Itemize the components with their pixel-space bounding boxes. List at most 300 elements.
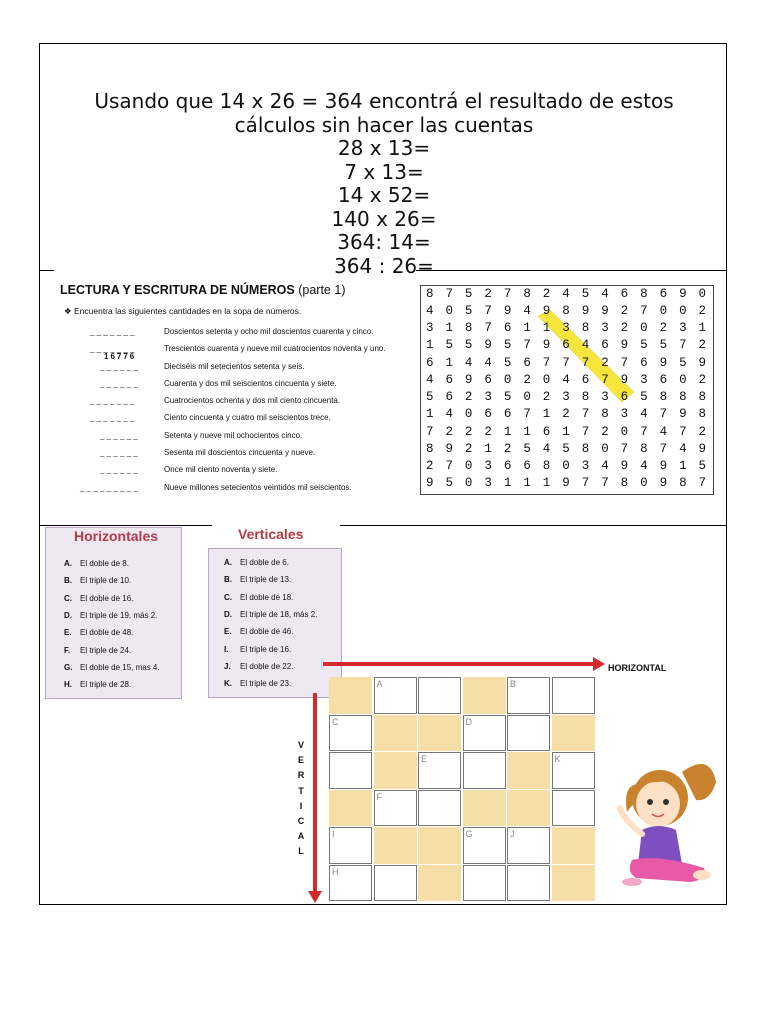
grid-digit[interactable]: 6	[425, 355, 434, 370]
grid-digit[interactable]: 6	[445, 372, 453, 387]
lectura-item-text: Nueve millones setecientos veintidós mil seiscientos.	[164, 482, 352, 492]
grid-digit[interactable]: 7	[425, 424, 434, 439]
grid-digit[interactable]: 9	[620, 338, 629, 353]
grid-digit[interactable]: 8	[581, 390, 590, 405]
grid-digit[interactable]: 5	[640, 338, 648, 353]
grid-digit[interactable]: 2	[601, 355, 609, 370]
vertical-label-letter: E	[297, 755, 304, 766]
grid-digit[interactable]: 5	[503, 355, 512, 370]
lectura-item	[60, 376, 410, 393]
calc-1: 28 x 13=	[337, 136, 431, 160]
clue-item	[64, 628, 133, 637]
clue-item	[224, 593, 293, 602]
clue-key: F.	[64, 645, 71, 655]
grid-digit[interactable]: 0	[679, 303, 687, 318]
answer-blank[interactable]: _ _ _ _ _ _	[100, 378, 138, 388]
grid-digit[interactable]: 1	[523, 476, 531, 491]
grid-digit[interactable]: 0	[464, 407, 473, 422]
lectura-item	[60, 462, 410, 479]
crossword-cell[interactable]	[329, 752, 372, 789]
grid-digit[interactable]: 8	[581, 321, 590, 336]
answer-blank[interactable]: _ _ _ _ _ _ _	[90, 327, 135, 336]
grid-digit[interactable]: 1	[445, 321, 453, 336]
grid-digit[interactable]: 8	[601, 407, 609, 422]
grid-digit[interactable]: 7	[445, 286, 453, 301]
grid-digit[interactable]: 2	[445, 424, 453, 439]
grid-digit[interactable]: 0	[562, 459, 570, 474]
grid-digit[interactable]: 6	[445, 390, 453, 405]
crossword-cell-letter: G	[465, 829, 473, 839]
grid-digit[interactable]: 4	[445, 407, 453, 422]
grid-digit[interactable]: 8	[698, 390, 707, 405]
crossword-block	[507, 752, 550, 789]
crossword-cell[interactable]	[329, 865, 372, 902]
grid-digit[interactable]: 0	[464, 476, 473, 491]
crossword-cell-letter: A	[376, 679, 383, 689]
grid-digit[interactable]: 1	[542, 476, 551, 491]
verticales-title-area	[212, 525, 340, 547]
grid-digit[interactable]: 1	[445, 355, 453, 370]
crossword-block	[418, 865, 461, 902]
grid-digit[interactable]: 3	[425, 321, 434, 336]
grid-digit[interactable]: 6	[523, 355, 531, 370]
crossword-cell[interactable]	[418, 677, 461, 714]
grid-digit[interactable]: 2	[542, 286, 551, 301]
grid-digit[interactable]: 9	[620, 459, 629, 474]
grid-digit[interactable]: 7	[620, 441, 629, 456]
grid-digit[interactable]: 2	[601, 424, 609, 439]
grid-digit[interactable]: 9	[601, 303, 609, 318]
grid-digit[interactable]: 8	[425, 441, 434, 456]
grid-digit[interactable]: 2	[542, 390, 551, 405]
lectura-list	[60, 324, 410, 497]
vertical-label-letter: C	[297, 816, 305, 827]
grid-digit[interactable]: 7	[659, 407, 668, 422]
grid-digit[interactable]: 6	[640, 355, 648, 370]
grid-digit[interactable]: 7	[523, 338, 531, 353]
grid-digit[interactable]: 0	[659, 303, 668, 318]
grid-digit[interactable]: 4	[659, 424, 668, 439]
grid-digit[interactable]: 9	[620, 372, 629, 387]
clue-item	[224, 679, 291, 688]
girl-illustration	[612, 742, 722, 892]
grid-digit[interactable]: 9	[698, 355, 707, 370]
crossword-cell[interactable]	[329, 715, 372, 752]
grid-digit[interactable]: 2	[464, 390, 473, 405]
grid-digit[interactable]: 9	[659, 355, 668, 370]
grid-digit[interactable]: 1	[679, 459, 687, 474]
grid-digit[interactable]: 6	[503, 407, 512, 422]
clue-item	[64, 611, 157, 620]
grid-digit[interactable]: 1	[484, 441, 492, 456]
crossword-block	[329, 677, 372, 714]
grid-digit[interactable]: 9	[679, 407, 687, 422]
grid-row	[420, 320, 712, 337]
grid-digit[interactable]: 7	[601, 476, 609, 491]
crossword-cell[interactable]	[463, 827, 506, 864]
crossword-block	[374, 715, 417, 752]
grid-digit[interactable]: 7	[601, 372, 609, 387]
crossword-cell-letter: J	[510, 829, 515, 839]
clue-text: El triple de 19, más 2.	[80, 610, 158, 620]
horizontal-label: HORIZONTAL	[608, 663, 667, 673]
grid-digit[interactable]: 4	[523, 303, 531, 318]
grid-digit[interactable]: 2	[698, 372, 707, 387]
clue-item	[224, 610, 317, 619]
grid-digit[interactable]: 4	[601, 459, 609, 474]
crossword-block	[552, 715, 595, 752]
grid-digit[interactable]: 0	[640, 476, 648, 491]
grid-digit[interactable]: 1	[562, 424, 570, 439]
grid-digit[interactable]: 9	[542, 338, 551, 353]
grid-digit[interactable]: 0	[464, 459, 473, 474]
grid-digit[interactable]: 0	[503, 372, 512, 387]
grid-digit[interactable]: 8	[679, 476, 687, 491]
lectura-item-text: Cuatrocientos ochenta y dos mil ciento cincuenta.	[164, 396, 341, 406]
grid-digit[interactable]: 8	[620, 476, 629, 491]
grid-digit[interactable]: 2	[562, 407, 570, 422]
grid-digit[interactable]: 1	[425, 338, 434, 353]
grid-digit[interactable]: 5	[679, 355, 687, 370]
grid-digit[interactable]: 6	[620, 286, 629, 301]
grid-digit[interactable]: 6	[503, 459, 512, 474]
answer-blank[interactable]: _ _ _ _ _ _ _	[90, 344, 135, 354]
crossword-cell[interactable]	[463, 865, 506, 902]
grid-digit[interactable]: 5	[503, 390, 512, 405]
grid-digit[interactable]: 7	[581, 476, 590, 491]
crossword-cell[interactable]	[507, 827, 550, 864]
grid-digit[interactable]: 7	[581, 407, 590, 422]
grid-digit[interactable]: 3	[562, 321, 570, 336]
crossword-cell[interactable]	[374, 790, 417, 827]
crossword-block	[374, 752, 417, 789]
grid-digit[interactable]: 2	[620, 321, 629, 336]
answer-blank[interactable]: _ _ _ _ _ _ _ _ _	[80, 482, 138, 492]
grid-digit[interactable]: 7	[640, 303, 648, 318]
grid-digit[interactable]: 2	[503, 441, 512, 456]
grid-digit[interactable]: 0	[542, 372, 551, 387]
grid-digit[interactable]: 5	[464, 303, 473, 318]
grid-digit[interactable]: 5	[659, 338, 668, 353]
grid-row	[420, 371, 712, 388]
grid-digit[interactable]: 8	[640, 441, 648, 456]
lectura-item-text: Sesenta mil doscientos cincuenta y nueve.	[164, 448, 316, 458]
grid-digit[interactable]: 2	[698, 338, 707, 353]
grid-digit[interactable]: 7	[679, 424, 687, 439]
crossword-cell[interactable]	[418, 790, 461, 827]
grid-digit[interactable]: 3	[620, 407, 629, 422]
grid-digit[interactable]: 2	[425, 459, 434, 474]
grid-digit[interactable]: 0	[698, 286, 707, 301]
lectura-instruction: ❖ Encuentra las siguientes cantidades en la sopa de números.	[64, 306, 302, 316]
grid-digit[interactable]: 9	[464, 372, 473, 387]
grid-digit[interactable]: 7	[581, 424, 590, 439]
crossword-block	[552, 827, 595, 864]
grid-digit[interactable]: 7	[562, 355, 570, 370]
grid-digit[interactable]: 5	[523, 441, 531, 456]
grid-digit[interactable]: 6	[601, 338, 609, 353]
lectura-item	[60, 351, 410, 376]
grid-digit[interactable]: 8	[698, 407, 707, 422]
grid-digit[interactable]: 3	[484, 476, 492, 491]
grid-digit[interactable]: 5	[503, 338, 512, 353]
crossword-cell[interactable]	[507, 677, 550, 714]
crossword-cell[interactable]	[463, 752, 506, 789]
verticales-title: Verticales	[238, 526, 304, 542]
grid-digit[interactable]: 3	[640, 372, 648, 387]
grid-digit[interactable]: 2	[698, 424, 707, 439]
crossword-block	[507, 790, 550, 827]
grid-digit[interactable]: 1	[698, 321, 707, 336]
grid-digit[interactable]: 6	[659, 372, 668, 387]
grid-digit[interactable]: 7	[659, 441, 668, 456]
grid-digit[interactable]: 5	[445, 476, 453, 491]
clue-item	[224, 627, 293, 636]
lectura-item-text: Dieciséis mil setecientos setenta y seis.	[164, 361, 305, 371]
grid-digit[interactable]: 1	[523, 424, 531, 439]
clue-item	[64, 559, 129, 568]
grid-digit[interactable]: 4	[542, 441, 551, 456]
crossword-cell[interactable]	[418, 752, 461, 789]
grid-digit[interactable]: 1	[503, 424, 512, 439]
grid-digit[interactable]: 0	[523, 390, 531, 405]
grid-digit[interactable]: 3	[581, 459, 590, 474]
grid-digit[interactable]: 7	[698, 476, 707, 491]
grid-digit[interactable]: 6	[581, 372, 590, 387]
grid-digit[interactable]: 8	[464, 321, 473, 336]
grid-digit[interactable]: 4	[640, 459, 648, 474]
grid-digit[interactable]: 3	[484, 390, 492, 405]
grid-digit[interactable]: 0	[620, 424, 629, 439]
vertical-label-letter: R	[297, 770, 305, 781]
clue-text: El doble de 22.	[240, 661, 294, 671]
grid-row	[420, 475, 712, 492]
grid-digit[interactable]: 8	[581, 441, 590, 456]
grid-digit[interactable]: 8	[523, 286, 531, 301]
answer-blank[interactable]: _ _ _ _ _ _	[100, 361, 138, 371]
grid-digit[interactable]: 6	[503, 321, 512, 336]
grid-digit[interactable]: 9	[425, 476, 434, 491]
crossword-cell-letter: E	[421, 754, 428, 764]
grid-digit[interactable]: 4	[562, 286, 570, 301]
crossword-cell[interactable]	[552, 752, 595, 789]
grid-row	[420, 440, 712, 457]
answer-example: 16776	[104, 351, 137, 361]
grid-digit[interactable]: 5	[464, 286, 473, 301]
crossword-block	[418, 715, 461, 752]
vertical-label-letter: I	[299, 800, 303, 811]
crossword-block	[552, 865, 595, 902]
grid-digit[interactable]: 9	[581, 303, 590, 318]
clue-item	[224, 662, 293, 671]
crossword-cell-letter: F	[376, 791, 382, 802]
lectura-item-text: Once mil ciento noventa y siete.	[164, 465, 278, 475]
grid-digit[interactable]: 8	[640, 286, 648, 301]
grid-digit[interactable]: 0	[445, 303, 453, 318]
lectura-item	[60, 480, 410, 497]
verticales-box	[208, 548, 342, 698]
clue-text: El doble de 6.	[240, 558, 289, 567]
grid-digit[interactable]: 6	[484, 372, 492, 387]
grid-digit[interactable]: 2	[484, 424, 492, 439]
grid-row	[420, 458, 712, 475]
crossword-cell[interactable]	[552, 677, 595, 714]
clue-key: A.	[64, 559, 72, 568]
clue-item	[64, 663, 160, 672]
grid-digit[interactable]: 9	[542, 303, 551, 318]
clue-key: K.	[224, 679, 232, 689]
grid-digit[interactable]: 1	[542, 407, 551, 422]
grid-digit[interactable]: 3	[484, 459, 492, 474]
grid-digit[interactable]: 2	[620, 303, 629, 318]
grid-digit[interactable]: 3	[601, 321, 609, 336]
grid-digit[interactable]: 5	[562, 441, 570, 456]
horizontales-title: Horizontales	[74, 528, 159, 544]
grid-digit[interactable]: 2	[698, 303, 707, 318]
grid-digit[interactable]: 4	[601, 286, 609, 301]
grid-digit[interactable]: 2	[484, 286, 492, 301]
crossword-cell[interactable]	[552, 790, 595, 827]
clue-item	[224, 575, 291, 584]
lectura-item-text: Cuarenta y dos mil seiscientos cincuenta y siete.	[164, 378, 337, 388]
clue-key: C.	[224, 592, 232, 602]
answer-blank[interactable]: _ _ _ _ _ _	[100, 448, 138, 458]
grid-digit[interactable]: 1	[503, 476, 512, 491]
lectura-item-text: Setenta y nueve mil ochocientos cinco.	[164, 430, 303, 440]
clue-text: El triple de 24.	[80, 645, 132, 655]
grid-digit[interactable]: 5	[640, 390, 648, 405]
grid-digit[interactable]: 0	[679, 372, 687, 387]
grid-digit[interactable]: 7	[679, 338, 687, 353]
grid-digit[interactable]: 7	[542, 355, 551, 370]
grid-digit[interactable]: 7	[640, 424, 648, 439]
grid-digit[interactable]: 9	[659, 459, 668, 474]
horizontal-arrow	[323, 662, 595, 666]
grid-digit[interactable]: 8	[679, 390, 687, 405]
lectura-item-text: Ciento cincuenta y cuatro mil seiscientos trece.	[164, 413, 331, 423]
grid-digit[interactable]: 2	[464, 424, 473, 439]
grid-digit[interactable]: 2	[659, 321, 668, 336]
grid-digit[interactable]: 4	[640, 407, 648, 422]
grid-digit[interactable]: 4	[484, 355, 492, 370]
crossword-block	[329, 790, 372, 827]
crossword-cell-letter: B	[510, 679, 517, 689]
grid-digit[interactable]: 6	[659, 286, 668, 301]
grid-digit[interactable]: 4	[562, 372, 570, 387]
number-search-grid-digits	[420, 285, 712, 493]
grid-digit[interactable]: 1	[523, 321, 531, 336]
grid-digit[interactable]: 5	[581, 286, 590, 301]
clue-item	[64, 576, 131, 585]
grid-digit[interactable]: 7	[503, 286, 512, 301]
clue-text: El triple de 16.	[240, 644, 292, 654]
crossword-cell[interactable]	[507, 865, 550, 902]
grid-digit[interactable]: 7	[484, 303, 492, 318]
grid-digit[interactable]: 9	[679, 286, 687, 301]
grid-digit[interactable]: 3	[562, 390, 570, 405]
grid-digit[interactable]: 7	[581, 355, 590, 370]
crossword-cell[interactable]	[374, 865, 417, 902]
grid-row	[420, 354, 712, 371]
grid-digit[interactable]: 1	[425, 407, 434, 422]
clue-text: El triple de 23.	[240, 679, 292, 689]
grid-digit[interactable]: 0	[601, 441, 609, 456]
grid-digit[interactable]: 5	[445, 338, 453, 353]
clue-key: D.	[224, 609, 232, 619]
grid-digit[interactable]: 3	[601, 390, 609, 405]
grid-digit[interactable]: 6	[484, 407, 492, 422]
grid-digit[interactable]: 4	[425, 372, 434, 387]
grid-digit[interactable]: 7	[523, 407, 531, 422]
answer-blank[interactable]: _ _ _ _ _ _ _	[90, 396, 135, 406]
lectura-title-text: LECTURA Y ESCRITURA DE NÚMEROS	[60, 283, 295, 297]
grid-digit[interactable]: 8	[542, 459, 551, 474]
grid-digit[interactable]: 9	[484, 338, 492, 353]
grid-digit[interactable]: 6	[542, 424, 551, 439]
grid-digit[interactable]: 9	[503, 303, 512, 318]
grid-digit[interactable]: 9	[698, 441, 707, 456]
grid-digit[interactable]: 5	[698, 459, 707, 474]
vertical-arrow	[313, 693, 317, 893]
grid-digit[interactable]: 0	[640, 321, 648, 336]
grid-digit[interactable]: 9	[562, 476, 570, 491]
clue-text: El doble de 46.	[240, 627, 294, 637]
crossword-cell[interactable]	[329, 827, 372, 864]
crossword-cell[interactable]	[463, 715, 506, 752]
crossword-cell-letter: H	[332, 866, 339, 877]
grid-row	[420, 406, 712, 423]
crossword-cell[interactable]	[507, 715, 550, 752]
grid-digit[interactable]: 1	[542, 321, 551, 336]
grid-row	[420, 423, 712, 440]
lectura-part: (parte 1)	[298, 283, 346, 297]
grid-digit[interactable]: 5	[425, 390, 434, 405]
grid-digit[interactable]: 2	[523, 372, 531, 387]
grid-digit[interactable]: 6	[523, 459, 531, 474]
grid-digit[interactable]: 7	[620, 355, 629, 370]
answer-blank[interactable]: _ _ _ _ _ _	[100, 465, 138, 475]
grid-digit[interactable]: 6	[562, 338, 570, 353]
calc-6: 364 : 26=	[334, 253, 434, 278]
clue-key: E.	[224, 627, 232, 637]
grid-digit[interactable]: 3	[679, 321, 687, 336]
grid-digit[interactable]: 9	[445, 441, 453, 456]
grid-digit[interactable]: 9	[659, 476, 668, 491]
crossword-cell[interactable]	[374, 677, 417, 714]
grid-digit[interactable]: 8	[659, 390, 668, 405]
grid-digit[interactable]: 5	[464, 338, 473, 353]
grid-digit[interactable]: 7	[484, 321, 492, 336]
grid-digit[interactable]: 4	[464, 355, 473, 370]
crossword-cell-letter: K	[554, 754, 561, 764]
grid-digit[interactable]: 7	[445, 459, 453, 474]
grid-digit[interactable]: 4	[679, 441, 687, 456]
clue-text: El triple de 10.	[80, 576, 132, 586]
answer-blank[interactable]: _ _ _ _ _ _	[100, 430, 138, 440]
grid-digit[interactable]: 8	[425, 286, 434, 301]
grid-digit[interactable]: 6	[620, 390, 629, 405]
lectura-item	[60, 428, 410, 445]
answer-blank[interactable]: _ _ _ _ _ _ _	[90, 413, 135, 423]
grid-digit[interactable]: 2	[464, 441, 473, 456]
grid-digit[interactable]: 4	[581, 338, 590, 353]
calc-5: 364: 14=	[337, 230, 431, 254]
clue-key: J.	[224, 661, 231, 671]
clue-text: El doble de 18.	[240, 592, 294, 602]
grid-digit[interactable]: 8	[562, 303, 570, 318]
grid-digit[interactable]: 4	[425, 303, 434, 318]
crossword-cell-letter: C	[332, 716, 339, 727]
